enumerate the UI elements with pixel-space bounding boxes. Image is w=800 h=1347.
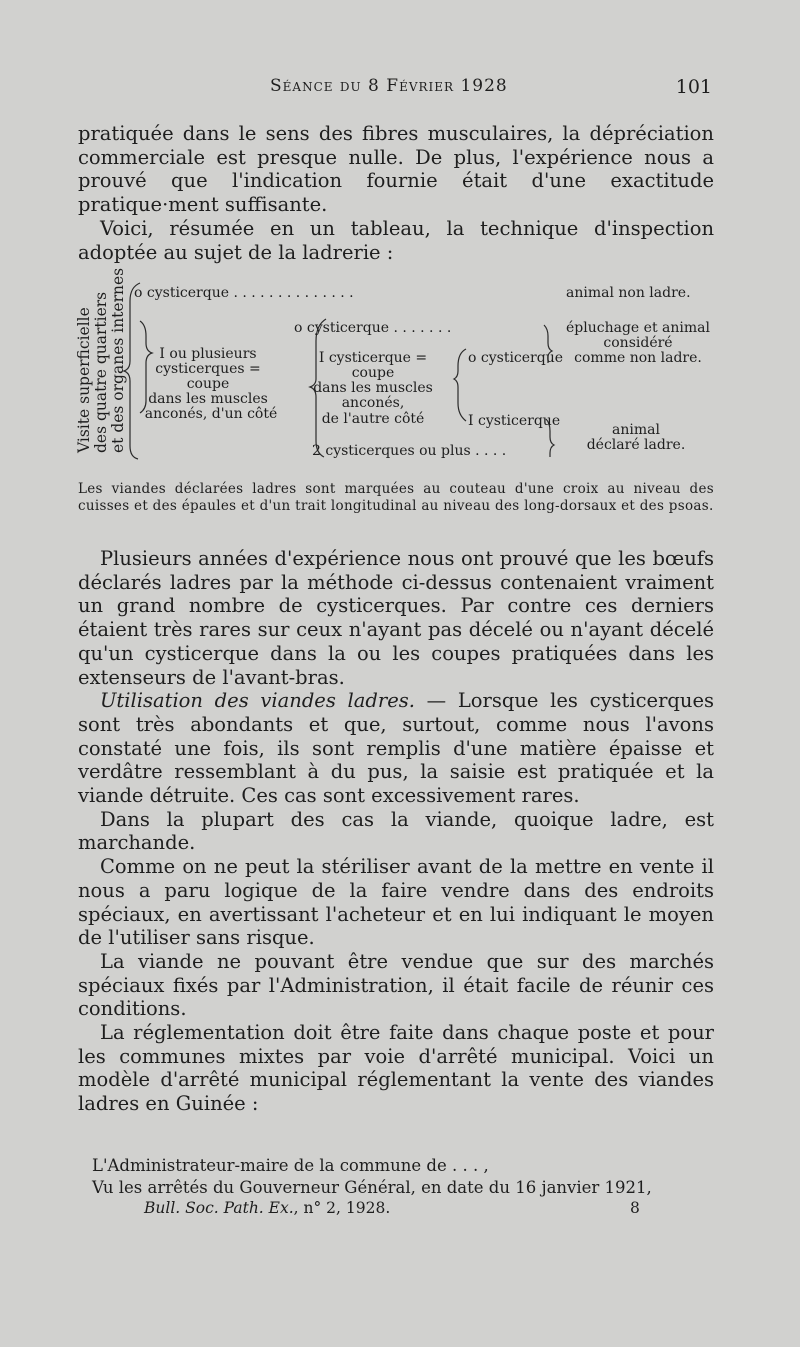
section-text: — Lorsque les cysticerques sont très abondants et que, surtout, comme nous l'avons constaté une fois, ils sont remplis d'une matière épaisse et verdâtre ressemblant à du pus, la saisie est pratiquée et la viande détruite. Ces cas sont excessivement rares.: [78, 689, 714, 808]
page-number: 101: [675, 76, 712, 98]
bulletin-issue: , n° 2, 1928.: [293, 1199, 391, 1217]
running-title: Séance du 8 Février 1928: [270, 76, 508, 96]
paragraph: La viande ne pouvant être vendue que sur des marchés spéciaux fixés par l'Administration, il était facile de réunir ces conditions.: [78, 949, 714, 1021]
table-cell: o cysticerque: [468, 350, 563, 366]
table-cell: cysticerques =: [155, 361, 261, 377]
rotated-label: et des organes internes: [109, 267, 127, 453]
main-text-block: [78, 547, 714, 1116]
sheet-number: 8: [630, 1199, 640, 1217]
table-result: comme non ladre.: [574, 350, 702, 366]
paragraph: pratiquée dans le sens des fibres musculaires, la dépréciation commerciale est presque nulle. De plus, l'expérience nous a prouvé que l'indication fournie était d'une exactitude pratique·ment suffisante.: [78, 122, 714, 217]
table-result: déclaré ladre.: [586, 437, 686, 453]
rotated-label: des quatre quartiers: [92, 291, 110, 453]
table-cell: o cysticerque . . . . . . .: [294, 320, 452, 336]
inspection-table: [75, 267, 726, 461]
paragraph: Comme on ne peut la stériliser avant de la mettre en vente il nous a paru logique de la faire vendre dans des endroits spéciaux, en avertissant l'acheteur et en lui indiquant le moyen de l'utiliser sans risque.: [78, 855, 714, 950]
bulletin-reference: Bull. Soc. Path. Ex.: [144, 1199, 294, 1217]
table-result: animal: [612, 422, 660, 438]
signature-line: [144, 1199, 644, 1217]
decree-line: L'Administrateur-maire de la commune de . . . ,: [92, 1156, 489, 1175]
running-head: [0, 76, 800, 100]
paragraph: Plusieurs années d'expérience nous ont prouvé que les bœufs déclarés ladres par la méthode ci-dessus contenaient vraiment un grand nombre de cysticerques. Par contre ces derniers étaient très rares sur ceux n'ayant pas décelé ou n'ayant décelé qu'un cysticerque dans la ou les coupes pratiquées dans les extenseurs de l'avant-bras.: [78, 547, 714, 689]
decree-line: Vu les arrêtés du Gouverneur Général, en date du 16 janvier 1921,: [92, 1178, 652, 1197]
footnote: Les viandes déclarées ladres sont marquées au couteau d'une croix au niveau des cuisses et des épaules et d'un trait longitudinal au niveau des long-dorsaux et des psoas.: [78, 481, 714, 514]
table-cell: anconés, d'un côté: [144, 406, 278, 422]
table-row-label: o cysticerque . . . . . . . . . . . . . .: [134, 285, 354, 301]
table-cell: 2 cysticerques ou plus . . . .: [312, 443, 507, 459]
top-text-block: [78, 122, 714, 264]
table-cell: dans les muscles: [313, 380, 433, 396]
section-paragraph: [78, 689, 714, 808]
paragraph: La réglementation doit être faite dans chaque poste et pour les communes mixtes par voie d'arrêté municipal. Voici un modèle d'arrêté municipal réglementant la vente des viandes ladres en Guinée :: [78, 1021, 714, 1116]
table-result: animal non ladre.: [566, 285, 691, 301]
table-cell: I cysticerque =: [318, 350, 428, 366]
table-result: épluchage et animal: [566, 320, 710, 336]
rotated-label: Visite superficielle: [75, 307, 93, 453]
paragraph: Voici, résumée en un tableau, la technique d'inspection adoptée au sujet de la ladrerie :: [78, 216, 714, 264]
section-title: Utilisation des viandes ladres.: [100, 689, 415, 713]
table-cell: I ou plusieurs: [159, 346, 257, 362]
table-cell: coupe: [351, 365, 395, 381]
table-cell: coupe: [186, 376, 230, 392]
paragraph: Dans la plupart des cas la viande, quoique ladre, est marchande.: [78, 807, 714, 855]
table-result: considéré: [603, 335, 673, 351]
table-cell: anconés,: [341, 395, 405, 411]
table-cell: de l'autre côté: [321, 411, 425, 427]
table-cell: dans les muscles: [148, 391, 268, 407]
decree-opening: [78, 1155, 718, 1199]
table-cell: I cysticerque: [468, 413, 561, 429]
